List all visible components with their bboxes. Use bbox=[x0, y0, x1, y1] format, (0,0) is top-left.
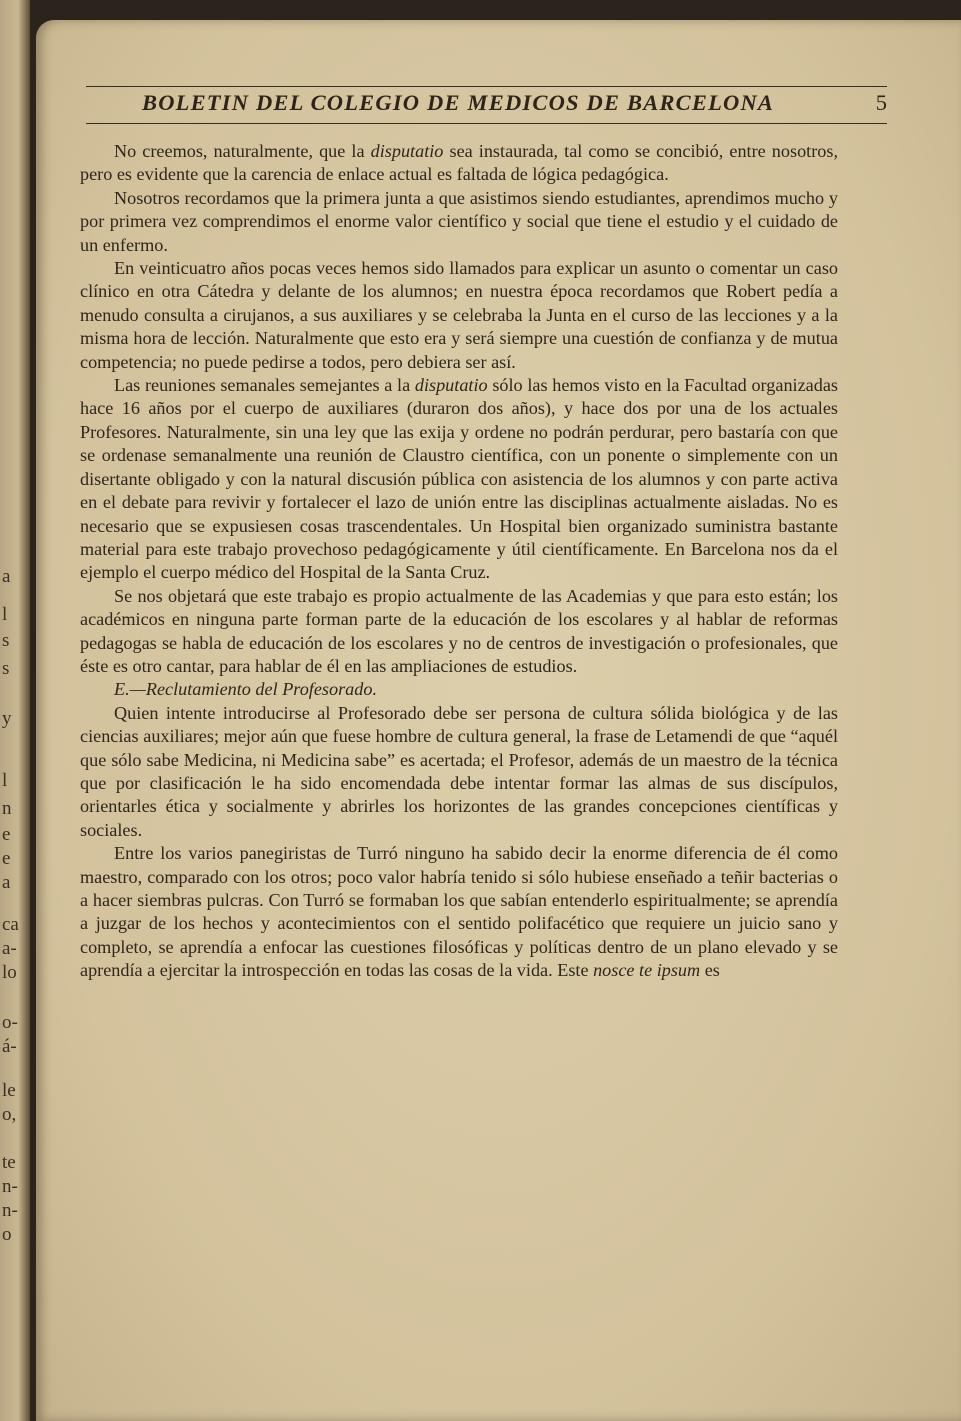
previous-page-fragment: n- bbox=[2, 1176, 18, 1197]
previous-page-edge bbox=[0, 0, 30, 1421]
paragraph: Entre los varios panegiristas de Turró ninguno ha sabido decir la enorme diferencia de él como maestro, comparado con los otros; poco valor habría tenido si sólo hubiese enseñado a teñir bacterias o a hacer siembras pulcras. Con Turró se formaban los que sabían entenderlo espiritualmente; se aprendía a juzgar de los hechos y acontecimientos con el sentido polifacético que requiere un juicio sano y completo, se aprendía a enfocar las cuestiones filosóficas y políticas dentro de un plano elevado y se aprendía a ejercitar la introspección en todas las cosas de la vida. Este nosce te ipsum es bbox=[80, 843, 838, 981]
paragraph: Nosotros recordamos que la primera junta a que asistimos siendo estudiantes, aprendimos mucho y por primera vez comprendimos el enorme valor científico y social que tiene el estudio y el cuidado de un enfermo. bbox=[80, 187, 838, 255]
previous-page-fragment: te bbox=[2, 1152, 16, 1173]
paragraph: Quien intente introducirse al Profesorado debe ser persona de cultura sólida biológica y de las ciencias auxiliares; mejor aún que fuese hombre de cultura general, la frase de Letamendi de que “aquél que sólo sabe Medicina, ni Medicina sabe” es acertada; el Profesor, además de un maestro de la técnica que por clasificación le ha sido encomendada debe intentar formar las almas de sus discípulos, orientarles ética y socialmente y abrirles los horizontes de las grandes concepciones científicas y sociales. bbox=[80, 702, 838, 840]
header-bottom-rule bbox=[86, 123, 887, 124]
previous-page-fragment: o bbox=[2, 1224, 12, 1245]
previous-page-fragment: a bbox=[2, 872, 11, 893]
previous-page-fragment: o- bbox=[2, 1012, 18, 1033]
previous-page-fragment: o, bbox=[2, 1104, 17, 1125]
paragraph: Las reuniones semanales semejantes a la disputatio sólo las hemos visto en la Facultad organizadas hace 16 años por el cuerpo de auxiliares (duraron dos años), y hace dos por una de los actuales Profesores. Naturalmente, sin una ley que las exija y ordene no podrán perdurar, pero bastaría con que se ordenase semanalmente una reunión de Claustro científica, con un ponente o simplemente con un disertante obligado y con la natural discusión pública con asistencia de los alumnos y con parte activa en el debate para revivir y fortalecer el lazo de unión entre las disciplinas actualmente aisladas. No es necesario que se expusiesen cosas trascendentales. Un Hospital bien organizado suministra bastante material para este trabajo provechoso pedagógicamente y útil científicamente. En Barcelona nos da el ejemplo el cuerpo médico del Hospital de la Santa Cruz. bbox=[80, 375, 838, 583]
previous-page-fragment: a- bbox=[2, 938, 17, 959]
running-header bbox=[86, 90, 887, 120]
running-title: BOLETIN DEL COLEGIO DE MEDICOS DE BARCELONA bbox=[142, 90, 775, 115]
article-body bbox=[80, 140, 838, 1330]
previous-page-fragment: l bbox=[2, 770, 8, 791]
paragraph: No creemos, naturalmente, que la disputatio sea instaurada, tal como se concibió, entre nosotros, pero es evidente que la carencia de enlace actual es faltada de lógica pedagógica. bbox=[80, 141, 838, 185]
previous-page-fragment: á- bbox=[2, 1036, 17, 1057]
previous-page-fragment: lo bbox=[2, 962, 17, 983]
journal-page bbox=[36, 20, 961, 1421]
section-heading: E.—Reclutamiento del Profesorado. bbox=[114, 679, 377, 700]
previous-page-fragment: ca bbox=[2, 914, 19, 935]
paragraph: En veinticuatro años pocas veces hemos sido llamados para explicar un asunto o comentar un caso clínico en otra Cátedra y delante de los alumnos; en nuestra época recordamos que Robert pedía a menudo consulta a cirujanos, a sus auxiliares y se celebraba la Junta en el curso de las lecciones y a la misma hora de lección. Naturalmente que esto era y será siempre una cuestión de confianza y de mutua competencia; no puede pedirse a todos, pero debiera ser así. bbox=[80, 258, 838, 372]
previous-page-fragment: a bbox=[2, 566, 11, 587]
latin-term: disputatio bbox=[414, 375, 488, 396]
previous-page-fragment: y bbox=[2, 708, 12, 729]
previous-page-fragment: e bbox=[2, 848, 11, 869]
previous-page-fragment: s bbox=[2, 658, 10, 679]
header-top-rule bbox=[86, 86, 887, 87]
previous-page-fragment: n bbox=[2, 798, 12, 819]
paragraph: Se nos objetará que este trabajo es propio actualmente de las Academias y que para esto están; los académicos en ninguna parte forman parte de la educación de los escolares y al hablar de reformas pedagogas se habla de educación de los escolares y no de centros de investigación o profesionales, que éste es otro cantar, para hablar de él en las ampliaciones de estudios. bbox=[80, 585, 838, 676]
previous-page-fragment: l bbox=[2, 604, 8, 625]
previous-page-fragment: e bbox=[2, 824, 11, 845]
latin-term: disputatio bbox=[370, 141, 444, 161]
page-number: 5 bbox=[875, 90, 887, 115]
previous-page-fragment: n- bbox=[2, 1200, 18, 1221]
previous-page-fragment: le bbox=[2, 1080, 16, 1101]
latin-phrase: nosce te ipsum bbox=[593, 960, 701, 981]
previous-page-fragment: s bbox=[2, 630, 10, 651]
